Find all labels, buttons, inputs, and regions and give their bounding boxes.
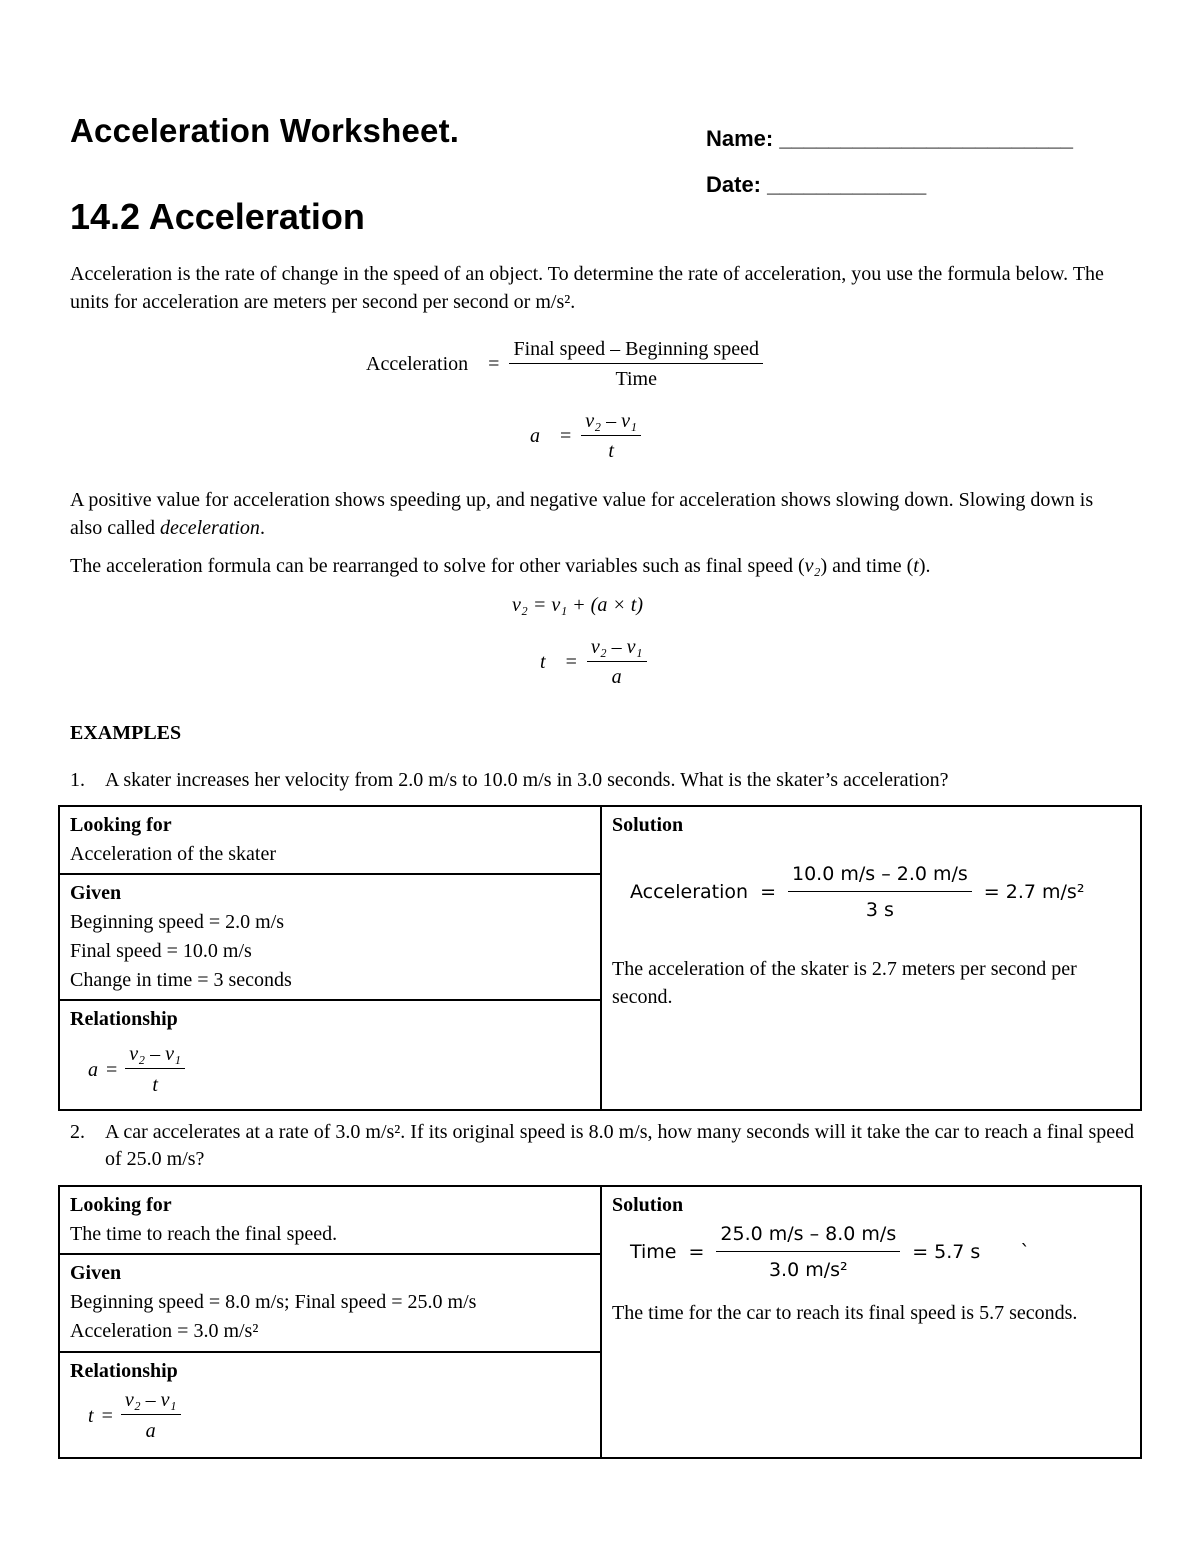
ex2-solution-label: Solution xyxy=(612,1194,684,1216)
ex2-looking-for-cell xyxy=(59,1186,601,1254)
ex2-given-item: Beginning speed = 8.0 m/s; Final speed = 25.0 m/s xyxy=(70,1291,477,1313)
eq4-equals: = xyxy=(565,651,577,673)
ex2-sol-result: = 5.7 s xyxy=(912,1241,981,1263)
p3-text: The acceleration formula can be rearranged to solve for other variables such as final speed ( xyxy=(70,555,805,577)
name-field[interactable]: Name: ________________________ xyxy=(706,126,1074,151)
eq3-text: v₂ = v₁ + (a × t) xyxy=(512,594,644,616)
ex1-given-cell xyxy=(59,874,601,1000)
ex1-looking-for-label: Looking for xyxy=(70,814,172,836)
rearrange-paragraph xyxy=(70,552,1130,580)
eq4-numerator: v₂ – v₁ xyxy=(587,636,647,662)
example-2-number: 2. xyxy=(70,1121,85,1143)
section-title: 14.2 Acceleration xyxy=(70,196,365,237)
deceleration-paragraph xyxy=(70,486,1130,542)
ex2-rel-fraction xyxy=(121,1388,181,1443)
p3-mid: ) and time ( xyxy=(820,555,914,577)
acceleration-symbol-formula xyxy=(530,410,641,463)
ex1-solution-text: The acceleration of the skater is 2.7 meters per second per second. xyxy=(612,958,1077,1008)
date-field[interactable]: Date: _____________ xyxy=(706,172,927,197)
ex2-given-label: Given xyxy=(70,1262,122,1284)
p3-v2: v₂ xyxy=(804,555,821,577)
ex1-rel-equals: = xyxy=(106,1058,118,1081)
eq1-lhs: Acceleration xyxy=(366,353,469,375)
ex1-solution-equation xyxy=(630,860,1130,925)
ex1-solution-cell xyxy=(601,806,1141,1110)
ex2-sol-fraction xyxy=(716,1220,900,1285)
final-speed-formula xyxy=(512,594,643,617)
intro-paragraph: Acceleration is the rate of change in the speed of an object. To determine the rate of acceleration, you use the formula below. The units for acceleration are meters per second per second or m/s². xyxy=(70,263,1104,313)
ex1-sol-lhs: Acceleration xyxy=(630,881,749,903)
eq4-fraction xyxy=(587,636,647,689)
ex1-solution-label: Solution xyxy=(612,814,684,836)
ex1-rel-numerator: v₂ – v₁ xyxy=(125,1042,185,1069)
ex1-given-item: Change in time = 3 seconds xyxy=(70,969,292,991)
ex2-sol-equals: = xyxy=(688,1241,705,1263)
ex2-solution-cell xyxy=(601,1186,1141,1458)
p2-end: . xyxy=(259,517,265,539)
eq4-lhs: t xyxy=(540,651,546,673)
eq1-denominator: Time xyxy=(615,368,657,390)
ex1-sol-equals: = xyxy=(760,881,776,903)
example-1-table xyxy=(58,805,1142,1111)
ex1-sol-denominator: 3 s xyxy=(865,899,894,921)
p3-end: ). xyxy=(918,555,931,577)
ex2-given-cell xyxy=(59,1254,601,1352)
acceleration-word-formula xyxy=(366,338,763,391)
ex1-relationship-cell xyxy=(59,1000,601,1110)
ex1-sol-result: = 2.7 m/s² xyxy=(983,881,1085,903)
eq1-fraction xyxy=(509,338,763,391)
eq2-fraction xyxy=(581,410,641,463)
ex2-looking-for-value: The time to reach the final speed. xyxy=(70,1223,338,1245)
examples-heading: EXAMPLES xyxy=(70,722,182,744)
ex2-solution-text: The time for the car to reach its final speed is 5.7 seconds. xyxy=(612,1302,1078,1324)
ex1-looking-for-cell xyxy=(59,806,601,874)
example-1-question xyxy=(70,767,1140,794)
ex2-relationship-cell xyxy=(59,1352,601,1458)
ex1-sol-numerator: 10.0 m/s – 2.0 m/s xyxy=(788,860,972,892)
eq2-lhs: a xyxy=(530,425,540,447)
ex1-sol-fraction xyxy=(788,860,972,925)
p2-emphasis: deceleration xyxy=(159,517,260,539)
example-2-question-text: A car accelerates at a rate of 3.0 m/s². If its original speed is 8.0 m/s, how many seconds will it take the car to reach a final speed of 25.0 m/s? xyxy=(105,1121,1134,1170)
ex2-solution-equation xyxy=(630,1220,1130,1285)
ex1-relationship-equation xyxy=(88,1042,590,1097)
ex1-relationship-label: Relationship xyxy=(70,1008,178,1030)
ex1-looking-for-value: Acceleration of the skater xyxy=(70,843,277,865)
worksheet-title: Acceleration Worksheet. xyxy=(70,112,460,149)
p2-text: A positive value for acceleration shows speeding up, and negative value for acceleration shows slowing down. Slowing down is also called xyxy=(70,489,1094,539)
ex2-rel-denominator: a xyxy=(145,1420,156,1442)
ex2-looking-for-label: Looking for xyxy=(70,1194,172,1216)
ex2-sol-mark: ` xyxy=(1020,1241,1030,1263)
ex2-rel-lhs: t xyxy=(88,1404,94,1427)
ex1-rel-fraction xyxy=(125,1042,185,1097)
p3-t: t xyxy=(913,555,919,577)
ex1-rel-lhs: a xyxy=(88,1058,98,1081)
ex2-sol-denominator: 3.0 m/s² xyxy=(768,1259,848,1281)
ex2-relationship-label: Relationship xyxy=(70,1360,178,1382)
time-formula xyxy=(540,636,647,689)
ex1-given-label: Given xyxy=(70,882,122,904)
ex2-rel-numerator: v₂ – v₁ xyxy=(121,1388,181,1415)
ex2-sol-lhs: Time xyxy=(630,1241,677,1263)
eq2-denominator: t xyxy=(608,440,614,462)
example-2-question xyxy=(70,1119,1140,1173)
eq4-denominator: a xyxy=(611,666,622,688)
example-2-table xyxy=(58,1185,1142,1459)
eq2-equals: = xyxy=(560,425,572,447)
ex2-relationship-equation xyxy=(88,1388,590,1443)
eq1-numerator: Final speed – Beginning speed xyxy=(509,338,763,364)
example-1-question-text: A skater increases her velocity from 2.0 m/s to 10.0 m/s in 3.0 seconds. What is the skater’s acceleration? xyxy=(105,769,949,791)
example-1-number: 1. xyxy=(70,769,85,791)
ex1-given-item: Final speed = 10.0 m/s xyxy=(70,940,252,962)
ex1-given-item: Beginning speed = 2.0 m/s xyxy=(70,911,285,933)
ex2-rel-equals: = xyxy=(101,1404,113,1427)
ex1-rel-denominator: t xyxy=(152,1074,158,1096)
ex2-given-item: Acceleration = 3.0 m/s² xyxy=(70,1320,259,1342)
eq1-equals: = xyxy=(488,353,500,375)
ex2-sol-numerator: 25.0 m/s – 8.0 m/s xyxy=(716,1220,900,1252)
eq2-numerator: v₂ – v₁ xyxy=(581,410,641,436)
